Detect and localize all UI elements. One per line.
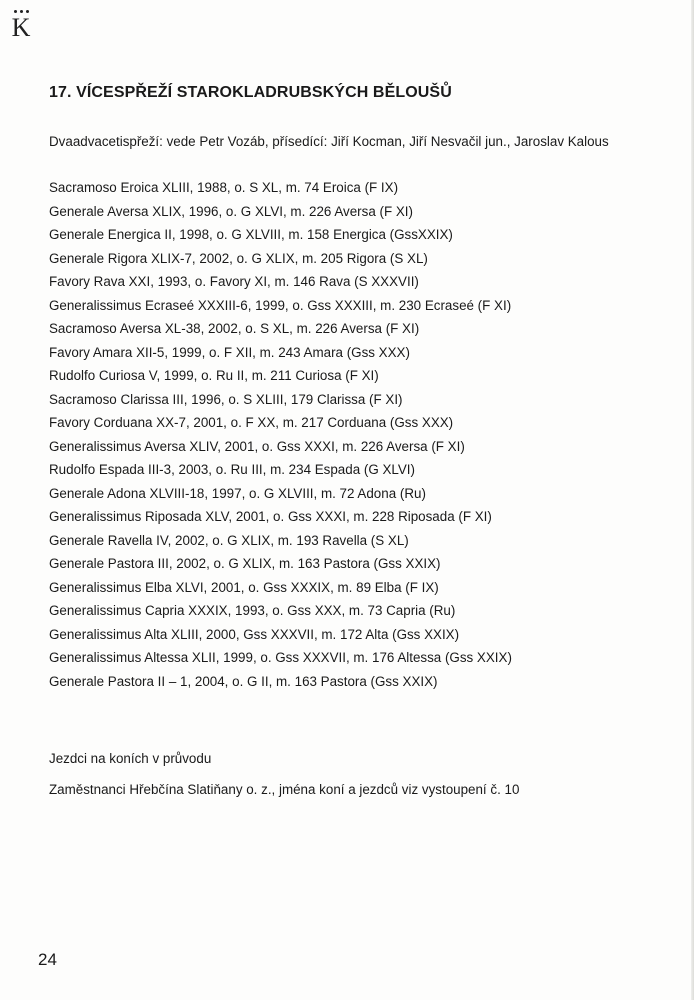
horse-list: [49, 176, 512, 693]
horse-entry: Generale Ravella IV, 2002, o. G XLIX, m. 193 Ravella (S XL): [49, 532, 409, 548]
horse-entry: Sacramoso Aversa XL-38, 2002, o. S XL, m. 226 Aversa (F XI): [49, 321, 420, 336]
crew-line: Dvaadvacetispřeží: vede Petr Vozáb, přísedící: Jiří Kocman, Jiří Nesvačil jun., Jaroslav Kalous: [49, 134, 609, 149]
horse-entry: Generalissimus Elba XLVI, 2001, o. Gss XXXIX, m. 89 Elba (F IX): [49, 579, 439, 595]
horse-entry: Favory Rava XXI, 1993, o. Favory XI, m. 146 Rava (S XXXVII): [49, 274, 419, 289]
section-title: 17. VÍCESPŘEŽÍ STAROKLADRUBSKÝCH BĚLOUŠŮ: [49, 84, 452, 101]
horse-entry: Generalissimus Capria XXXIX, 1993, o. Gss XXX, m. 73 Capria (Ru): [49, 603, 456, 618]
horse-entry: Generalissimus Riposada XLV, 2001, o. Gss XXXI, m. 228 Riposada (F XI): [49, 509, 492, 524]
page-number: 24: [38, 950, 57, 969]
horse-entry: Favory Amara XII-5, 1999, o. F XII, m. 243 Amara (Gss XXX): [49, 344, 410, 360]
horse-entry: Generalissimus Aversa XLIV, 2001, o. Gss XXXI, m. 226 Aversa (F XI): [49, 438, 465, 454]
kladruby-logo: [10, 10, 32, 41]
horse-entry: Generale Energica II, 1998, o. G XLVIII, m. 158 Energica (GssXXIX): [49, 227, 453, 242]
horse-entry: Generale Adona XLVIII-18, 1997, o. G XLVIII, m. 72 Adona (Ru): [49, 485, 426, 501]
horse-entry: Sacramoso Eroica XLIII, 1988, o. S XL, m. 74 Eroica (F IX): [49, 180, 399, 195]
horse-entry: Sacramoso Clarissa III, 1996, o. S XLIII, 179 Clarissa (F XI): [49, 391, 403, 407]
riders-heading: Jezdci na koních v průvodu: [49, 751, 212, 766]
horse-entry: Generalissimus Ecraseé XXXIII-6, 1999, o. Gss XXXIII, m. 230 Ecraseé (F XI): [49, 297, 512, 313]
horse-entry: Generale Pastora II – 1, 2004, o. G II, m. 163 Pastora (Gss XXIX): [49, 673, 438, 689]
riders-text: Zaměstnanci Hřebčína Slatiňany o. z., jména koní a jezdců viz vystoupení č. 10: [49, 782, 520, 797]
horse-entry: Favory Corduana XX-7, 2001, o. F XX, m. 217 Corduana (Gss XXX): [49, 415, 454, 430]
horse-entry: Generale Pastora III, 2002, o. G XLIX, m. 163 Pastora (Gss XXIX): [49, 556, 441, 571]
horse-entry: Generale Aversa XLIX, 1996, o. G XLVI, m. 226 Aversa (F XI): [49, 203, 413, 219]
horse-entry: Rudolfo Curiosa V, 1999, o. Ru II, m. 211 Curiosa (F XI): [49, 368, 379, 383]
horse-entry: Rudolfo Espada III-3, 2003, o. Ru III, m. 234 Espada (G XLVI): [49, 462, 415, 477]
logo-letter: K: [11, 13, 31, 42]
horse-entry: Generale Rigora XLIX-7, 2002, o. G XLIX, m. 205 Rigora (S XL): [49, 250, 428, 266]
horse-entry: Generalissimus Alta XLIII, 2000, Gss XXXVII, m. 172 Alta (Gss XXIX): [49, 626, 460, 642]
horse-entry: Generalissimus Altessa XLII, 1999, o. Gss XXXVII, m. 176 Altessa (Gss XXIX): [49, 650, 512, 665]
